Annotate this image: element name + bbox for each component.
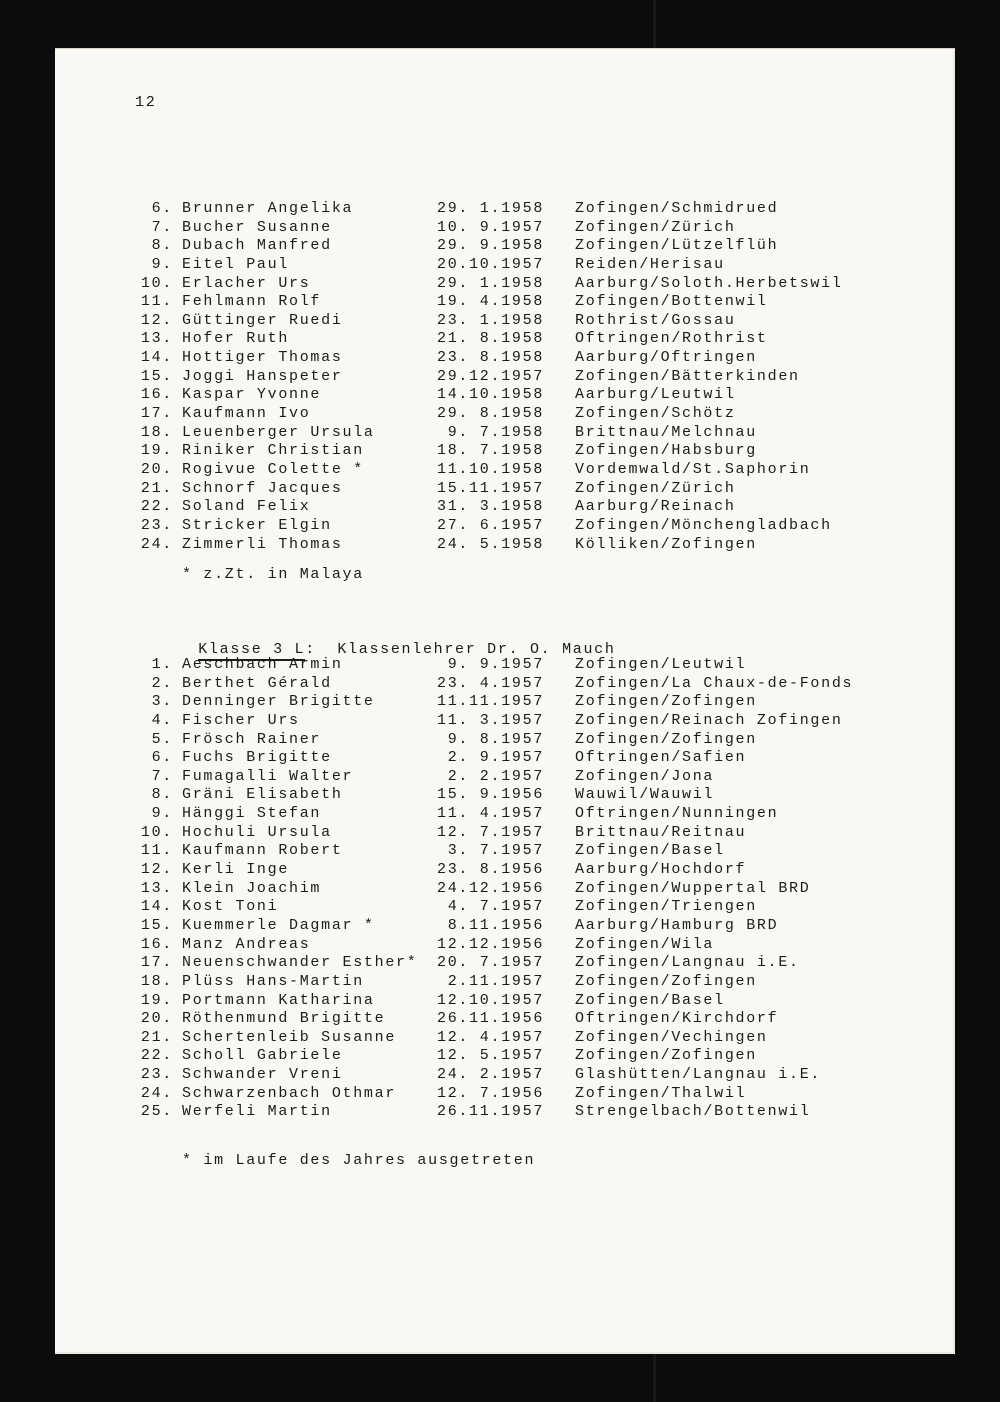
residence-hometown: Rothrist/Gossau: [575, 311, 736, 329]
student-name: Riniker Christian: [182, 442, 364, 460]
student-row: [133, 237, 935, 256]
residence-hometown: Zofingen/Langnau i.E.: [575, 954, 800, 972]
student-name: Kaufmann Robert: [182, 842, 343, 860]
student-number: 22.: [140, 1047, 173, 1065]
student-row: [133, 880, 935, 899]
birth-date: 9. 9.1957: [437, 656, 545, 673]
student-row: [133, 973, 935, 992]
footnote-ausgetreten: * im Laufe des Jahres ausgetreten: [182, 1152, 536, 1169]
student-row: [133, 712, 935, 731]
residence-hometown: Oftringen/Nunningen: [575, 805, 779, 823]
residence-hometown: Zofingen/Basel: [575, 991, 725, 1009]
birth-date: 9. 8.1957: [437, 730, 545, 748]
student-name: Kaufmann Ivo: [182, 405, 311, 423]
residence-hometown: Zofingen/Lützelflüh: [575, 237, 779, 255]
student-name: Aeschbach Armin: [182, 656, 343, 673]
student-number: 24.: [140, 1084, 173, 1102]
residence-hometown: Zofingen/Vechingen: [575, 1028, 768, 1046]
student-row: [133, 842, 935, 861]
residence-hometown: Zofingen/Triengen: [575, 898, 757, 916]
student-row: [133, 824, 935, 843]
residence-hometown: Zofingen/Leutwil: [575, 656, 747, 673]
student-number: 5.: [151, 730, 173, 748]
student-number: 3.: [151, 693, 173, 711]
birth-date: 19. 4.1958: [437, 293, 545, 311]
residence-hometown: Oftringen/Rothrist: [575, 330, 768, 348]
student-number: 14.: [140, 898, 173, 916]
student-name: Frösch Rainer: [182, 730, 322, 748]
birth-date: 26.11.1956: [437, 1010, 545, 1028]
student-number: 15.: [140, 916, 173, 934]
student-name: Zimmerli Thomas: [182, 535, 343, 553]
student-number: 13.: [140, 879, 173, 897]
student-row: [133, 656, 935, 675]
student-row: [133, 1010, 935, 1029]
birth-date: 24. 2.1957: [437, 1066, 545, 1084]
student-number: 9.: [151, 255, 173, 273]
student-row: [133, 442, 935, 461]
student-number: 19.: [140, 991, 173, 1009]
residence-hometown: Zofingen/Zürich: [575, 218, 736, 236]
student-name: Soland Felix: [182, 498, 311, 516]
student-row: [133, 954, 935, 973]
student-row: [133, 386, 935, 405]
birth-date: 10. 9.1957: [437, 218, 545, 236]
student-name: Hottiger Thomas: [182, 349, 343, 367]
student-row: [133, 200, 935, 219]
student-row: [133, 368, 935, 387]
student-row: [133, 517, 935, 536]
residence-hometown: Zofingen/Schmidrued: [575, 200, 779, 217]
residence-hometown: Zofingen/Zofingen: [575, 972, 757, 990]
student-row: [133, 1103, 935, 1122]
student-row: [133, 731, 935, 750]
student-number: 21.: [140, 1028, 173, 1046]
birth-date: 29. 8.1958: [437, 405, 545, 423]
birth-date: 12.10.1957: [437, 991, 545, 1009]
student-name: Dubach Manfred: [182, 237, 332, 255]
student-number: 12.: [140, 311, 173, 329]
student-row: [133, 424, 935, 443]
student-name: Joggi Hanspeter: [182, 367, 343, 385]
student-name: Rogivue Colette *: [182, 460, 364, 478]
student-number: 23.: [140, 1066, 173, 1084]
birth-date: 12. 4.1957: [437, 1028, 545, 1046]
birth-date: 15.11.1957: [437, 479, 545, 497]
residence-hometown: Oftringen/Kirchdorf: [575, 1010, 779, 1028]
student-name: Röthenmund Brigitte: [182, 1010, 386, 1028]
student-number: 14.: [140, 349, 173, 367]
student-list-first: [133, 200, 935, 554]
birth-date: 20.10.1957: [437, 255, 545, 273]
student-number: 19.: [140, 442, 173, 460]
student-name: Schertenleib Susanne: [182, 1028, 397, 1046]
student-list-klasse-3l: [133, 656, 935, 1122]
student-row: [133, 936, 935, 955]
class-label: Klasse 3 L: [198, 641, 305, 661]
student-row: [133, 275, 935, 294]
student-number: 11.: [140, 293, 173, 311]
birth-date: 24.12.1956: [437, 879, 545, 897]
residence-hometown: Zofingen/Jona: [575, 767, 715, 785]
student-name: Eitel Paul: [182, 255, 290, 273]
student-name: Fumagalli Walter: [182, 767, 354, 785]
residence-hometown: Aarburg/Hamburg BRD: [575, 916, 779, 934]
birth-date: 12. 5.1957: [437, 1047, 545, 1065]
birth-date: 2.11.1957: [437, 972, 545, 990]
birth-date: 23. 8.1958: [437, 349, 545, 367]
student-row: [133, 498, 935, 517]
student-number: 17.: [140, 405, 173, 423]
student-row: [133, 256, 935, 275]
student-name: Brunner Angelika: [182, 200, 354, 217]
birth-date: 2. 2.1957: [437, 767, 545, 785]
student-name: Werfeli Martin: [182, 1103, 332, 1121]
student-name: Neuenschwander Esther*: [182, 954, 418, 972]
student-name: Gräni Elisabeth: [182, 786, 343, 804]
birth-date: 29. 1.1958: [437, 274, 545, 292]
student-row: [133, 861, 935, 880]
residence-hometown: Zofingen/Zofingen: [575, 693, 757, 711]
birth-date: 24. 5.1958: [437, 535, 545, 553]
student-name: Denninger Brigitte: [182, 693, 375, 711]
student-row: [133, 1085, 935, 1104]
residence-hometown: Zofingen/Bottenwil: [575, 293, 768, 311]
student-name: Kaspar Yvonne: [182, 386, 322, 404]
student-name: Fuchs Brigitte: [182, 749, 332, 767]
student-row: [133, 898, 935, 917]
residence-hometown: Zofingen/Schötz: [575, 405, 736, 423]
residence-hometown: Strengelbach/Bottenwil: [575, 1103, 811, 1121]
residence-hometown: Oftringen/Safien: [575, 749, 747, 767]
birth-date: 23. 4.1957: [437, 674, 545, 692]
student-number: 16.: [140, 386, 173, 404]
birth-date: 23. 8.1956: [437, 861, 545, 879]
student-row: [133, 405, 935, 424]
birth-date: 12.12.1956: [437, 935, 545, 953]
student-number: 10.: [140, 274, 173, 292]
student-number: 22.: [140, 498, 173, 516]
residence-hometown: Zofingen/Zofingen: [575, 730, 757, 748]
birth-date: 23. 1.1958: [437, 311, 545, 329]
residence-hometown: Brittnau/Reitnau: [575, 823, 747, 841]
student-number: 23.: [140, 516, 173, 534]
residence-hometown: Aarburg/Reinach: [575, 498, 736, 516]
student-name: Hochuli Ursula: [182, 823, 332, 841]
student-name: Kerli Inge: [182, 861, 290, 879]
birth-date: 20. 7.1957: [437, 954, 545, 972]
student-number: 11.: [140, 842, 173, 860]
student-name: Schnorf Jacques: [182, 479, 343, 497]
student-name: Hänggi Stefan: [182, 805, 322, 823]
student-number: 25.: [140, 1103, 173, 1121]
birth-date: 12. 7.1957: [437, 823, 545, 841]
student-row: [133, 992, 935, 1011]
student-name: Bucher Susanne: [182, 218, 332, 236]
student-row: [133, 1029, 935, 1048]
residence-hometown: Glashütten/Langnau i.E.: [575, 1066, 822, 1084]
student-name: Stricker Elgin: [182, 516, 332, 534]
birth-date: 2. 9.1957: [437, 749, 545, 767]
class-heading-separator: :: [305, 640, 338, 658]
student-number: 18.: [140, 972, 173, 990]
residence-hometown: Zofingen/Zofingen: [575, 1047, 757, 1065]
birth-date: 14.10.1958: [437, 386, 545, 404]
student-row: [133, 749, 935, 768]
student-name: Fehlmann Rolf: [182, 293, 322, 311]
student-row: [133, 312, 935, 331]
student-number: 18.: [140, 423, 173, 441]
student-name: Hofer Ruth: [182, 330, 290, 348]
footnote-malaya: * z.Zt. in Malaya: [182, 566, 364, 583]
birth-date: 11. 4.1957: [437, 805, 545, 823]
residence-hometown: Zofingen/La Chaux-de-Fonds: [575, 674, 854, 692]
student-name: Schwander Vreni: [182, 1066, 343, 1084]
birth-date: 3. 7.1957: [437, 842, 545, 860]
student-name: Erlacher Urs: [182, 274, 311, 292]
birth-date: 21. 8.1958: [437, 330, 545, 348]
student-name: Portmann Katharina: [182, 991, 375, 1009]
student-name: Kost Toni: [182, 898, 279, 916]
residence-hometown: Zofingen/Zürich: [575, 479, 736, 497]
birth-date: 12. 7.1956: [437, 1084, 545, 1102]
student-number: 17.: [140, 954, 173, 972]
student-number: 6.: [151, 749, 173, 767]
student-name: Leuenberger Ursula: [182, 423, 375, 441]
student-name: Fischer Urs: [182, 711, 300, 729]
student-name: Klein Joachim: [182, 879, 322, 897]
student-name: Güttinger Ruedi: [182, 311, 343, 329]
birth-date: 27. 6.1957: [437, 516, 545, 534]
student-row: [133, 330, 935, 349]
student-number: 8.: [151, 237, 173, 255]
student-number: 9.: [151, 805, 173, 823]
birth-date: 9. 7.1958: [437, 423, 545, 441]
student-number: 20.: [140, 460, 173, 478]
student-number: 7.: [151, 767, 173, 785]
student-number: 8.: [151, 786, 173, 804]
birth-date: 31. 3.1958: [437, 498, 545, 516]
student-number: 16.: [140, 935, 173, 953]
residence-hometown: Zofingen/Basel: [575, 842, 725, 860]
student-number: 1.: [151, 656, 173, 673]
page-number: 12: [135, 94, 157, 111]
student-row: [133, 536, 935, 555]
residence-hometown: Reiden/Herisau: [575, 255, 725, 273]
student-row: [133, 675, 935, 694]
student-number: 21.: [140, 479, 173, 497]
student-row: [133, 693, 935, 712]
student-row: [133, 786, 935, 805]
residence-hometown: Zofingen/Wila: [575, 935, 715, 953]
residence-hometown: Aarburg/Oftringen: [575, 349, 757, 367]
student-name: Berthet Gérald: [182, 674, 332, 692]
student-row: [133, 480, 935, 499]
student-number: 10.: [140, 823, 173, 841]
student-number: 12.: [140, 861, 173, 879]
student-row: [133, 768, 935, 787]
student-row: [133, 293, 935, 312]
student-row: [133, 219, 935, 238]
birth-date: 18. 7.1958: [437, 442, 545, 460]
residence-hometown: Aarburg/Soloth.Herbetswil: [575, 274, 843, 292]
birth-date: 29. 1.1958: [437, 200, 545, 217]
student-number: 4.: [151, 711, 173, 729]
residence-hometown: Zofingen/Reinach Zofingen: [575, 711, 843, 729]
residence-hometown: Vordemwald/St.Saphorin: [575, 460, 811, 478]
student-name: Kuemmerle Dagmar *: [182, 916, 375, 934]
residence-hometown: Zofingen/Thalwil: [575, 1084, 747, 1102]
document-page: [55, 48, 955, 1354]
student-row: [133, 461, 935, 480]
student-number: 20.: [140, 1010, 173, 1028]
residence-hometown: Brittnau/Melchnau: [575, 423, 757, 441]
teacher-name: Klassenlehrer Dr. O. Mauch: [337, 640, 616, 658]
student-number: 24.: [140, 535, 173, 553]
student-row: [133, 1066, 935, 1085]
residence-hometown: Zofingen/Habsburg: [575, 442, 757, 460]
birth-date: 29.12.1957: [437, 367, 545, 385]
residence-hometown: Zofingen/Wuppertal BRD: [575, 879, 811, 897]
birth-date: 11.11.1957: [437, 693, 545, 711]
birth-date: 4. 7.1957: [437, 898, 545, 916]
residence-hometown: Wauwil/Wauwil: [575, 786, 715, 804]
student-number: 2.: [151, 674, 173, 692]
student-name: Manz Andreas: [182, 935, 311, 953]
residence-hometown: Aarburg/Hochdorf: [575, 861, 747, 879]
student-row: [133, 917, 935, 936]
residence-hometown: Aarburg/Leutwil: [575, 386, 736, 404]
student-number: 7.: [151, 218, 173, 236]
residence-hometown: Zofingen/Mönchengladbach: [575, 516, 832, 534]
student-name: Schwarzenbach Othmar: [182, 1084, 397, 1102]
student-name: Scholl Gabriele: [182, 1047, 343, 1065]
student-number: 6.: [151, 200, 173, 217]
birth-date: 15. 9.1956: [437, 786, 545, 804]
student-number: 15.: [140, 367, 173, 385]
birth-date: 11.10.1958: [437, 460, 545, 478]
student-name: Plüss Hans-Martin: [182, 972, 364, 990]
birth-date: 26.11.1957: [437, 1103, 545, 1121]
birth-date: 8.11.1956: [437, 916, 545, 934]
student-row: [133, 1047, 935, 1066]
residence-hometown: Zofingen/Bätterkinden: [575, 367, 800, 385]
birth-date: 29. 9.1958: [437, 237, 545, 255]
student-row: [133, 349, 935, 368]
birth-date: 11. 3.1957: [437, 711, 545, 729]
residence-hometown: Kölliken/Zofingen: [575, 535, 757, 553]
student-number: 13.: [140, 330, 173, 348]
student-row: [133, 805, 935, 824]
